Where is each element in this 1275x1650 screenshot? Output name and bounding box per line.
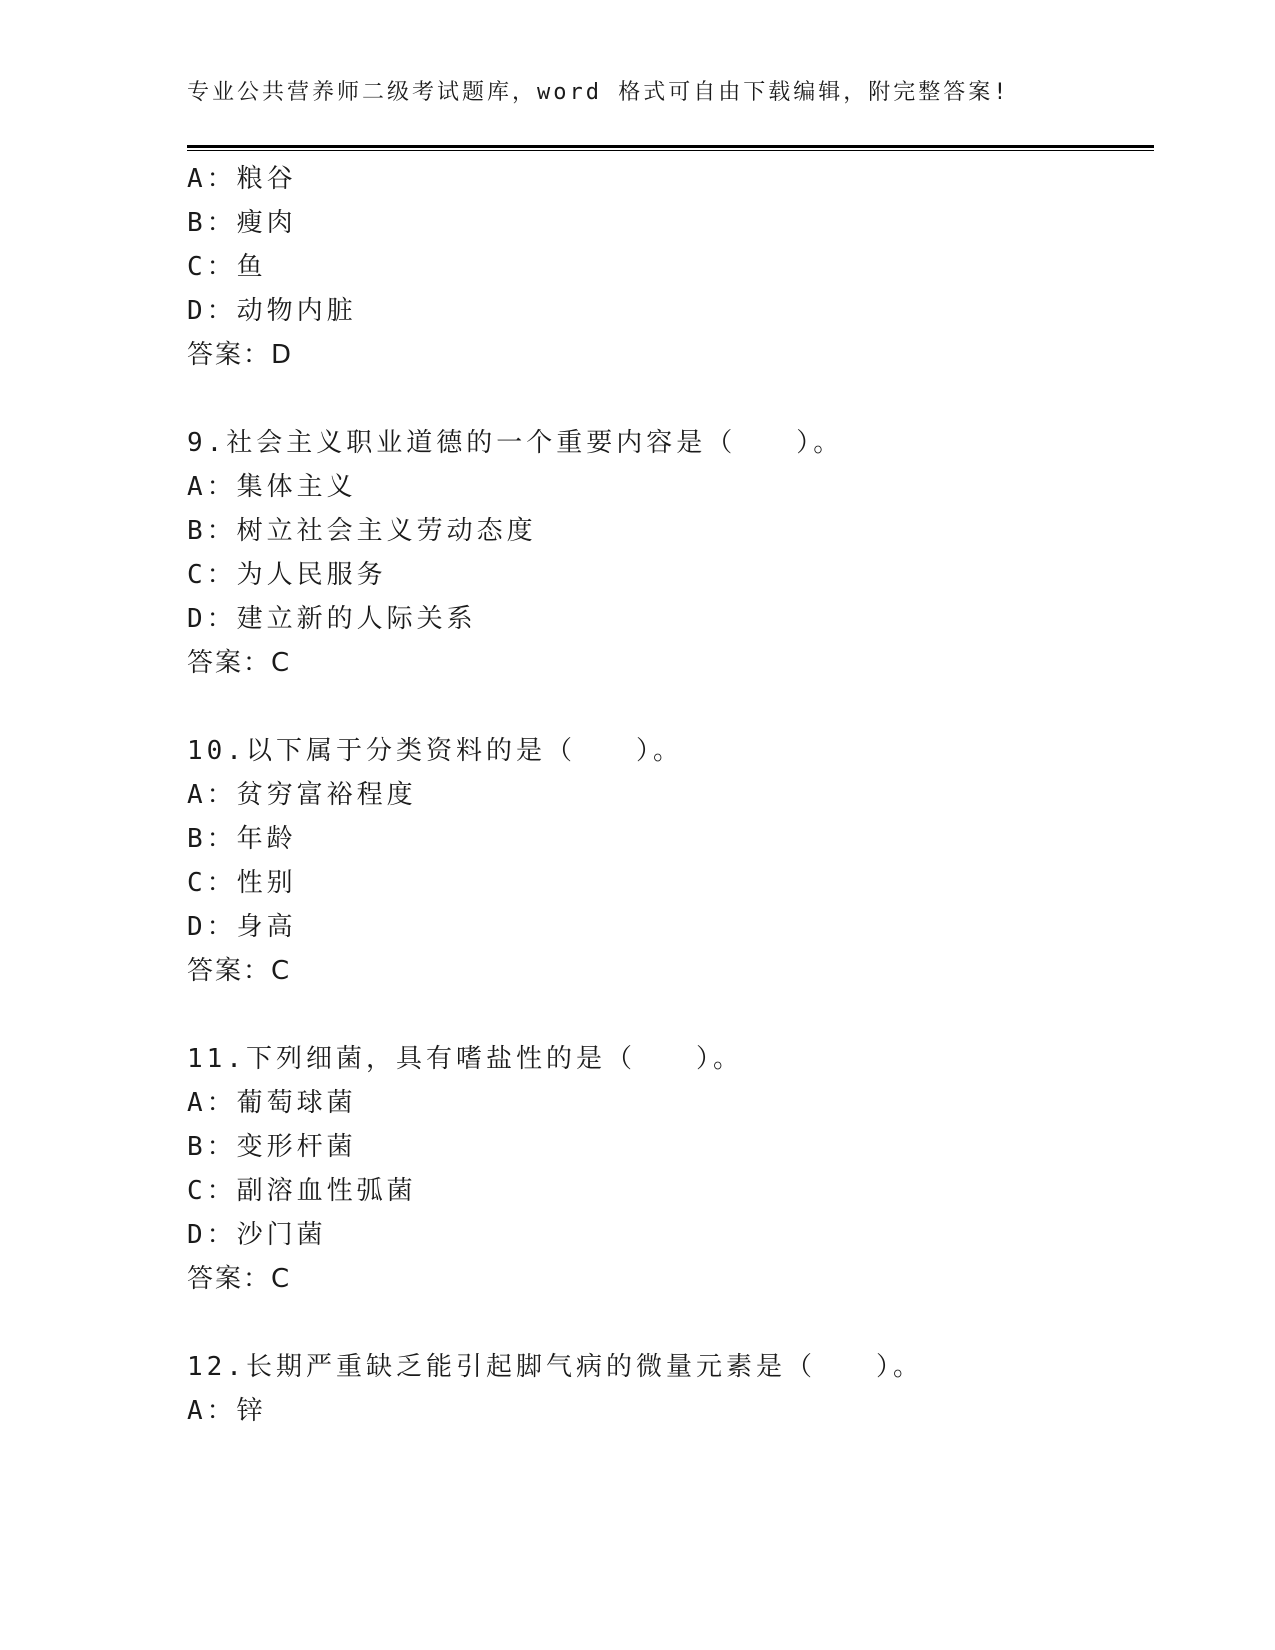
- answer-line: 答案：C: [187, 648, 292, 678]
- header-rule: [187, 145, 1154, 148]
- option-line: D：身高: [187, 912, 297, 942]
- option-line: B：变形杆菌: [187, 1132, 357, 1162]
- option-line: A：锌: [187, 1396, 267, 1426]
- option-line: B：瘦肉: [187, 208, 297, 238]
- option-line: D：动物内脏: [187, 296, 357, 326]
- question-stem: 11.下列细菌，具有嗜盐性的是（ ）。: [187, 1044, 743, 1074]
- question-stem: 10.以下属于分类资料的是（ ）。: [187, 736, 683, 766]
- option-line: C：为人民服务: [187, 560, 387, 590]
- question-stem: 12.长期严重缺乏能引起脚气病的微量元素是（ ）。: [187, 1352, 923, 1382]
- option-line: A：粮谷: [187, 164, 297, 194]
- answer-line: 答案：D: [187, 340, 294, 370]
- answer-line: 答案：C: [187, 1264, 292, 1294]
- option-line: D：沙门菌: [187, 1220, 327, 1250]
- option-line: B：树立社会主义劳动态度: [187, 516, 537, 546]
- header-rule-thin: [187, 150, 1154, 151]
- option-line: C：副溶血性弧菌: [187, 1176, 417, 1206]
- question-stem: 9.社会主义职业道德的一个重要内容是（ ）。: [187, 428, 844, 458]
- option-line: B：年龄: [187, 824, 297, 854]
- option-line: A：贫穷富裕程度: [187, 780, 417, 810]
- option-line: C：鱼: [187, 252, 267, 282]
- option-line: A：集体主义: [187, 472, 357, 502]
- page-header: 专业公共营养师二级考试题库，word 格式可自由下载编辑，附完整答案!: [187, 80, 1010, 105]
- option-line: C：性别: [187, 868, 297, 898]
- option-line: A：葡萄球菌: [187, 1088, 357, 1118]
- option-line: D：建立新的人际关系: [187, 604, 477, 634]
- answer-line: 答案：C: [187, 956, 292, 986]
